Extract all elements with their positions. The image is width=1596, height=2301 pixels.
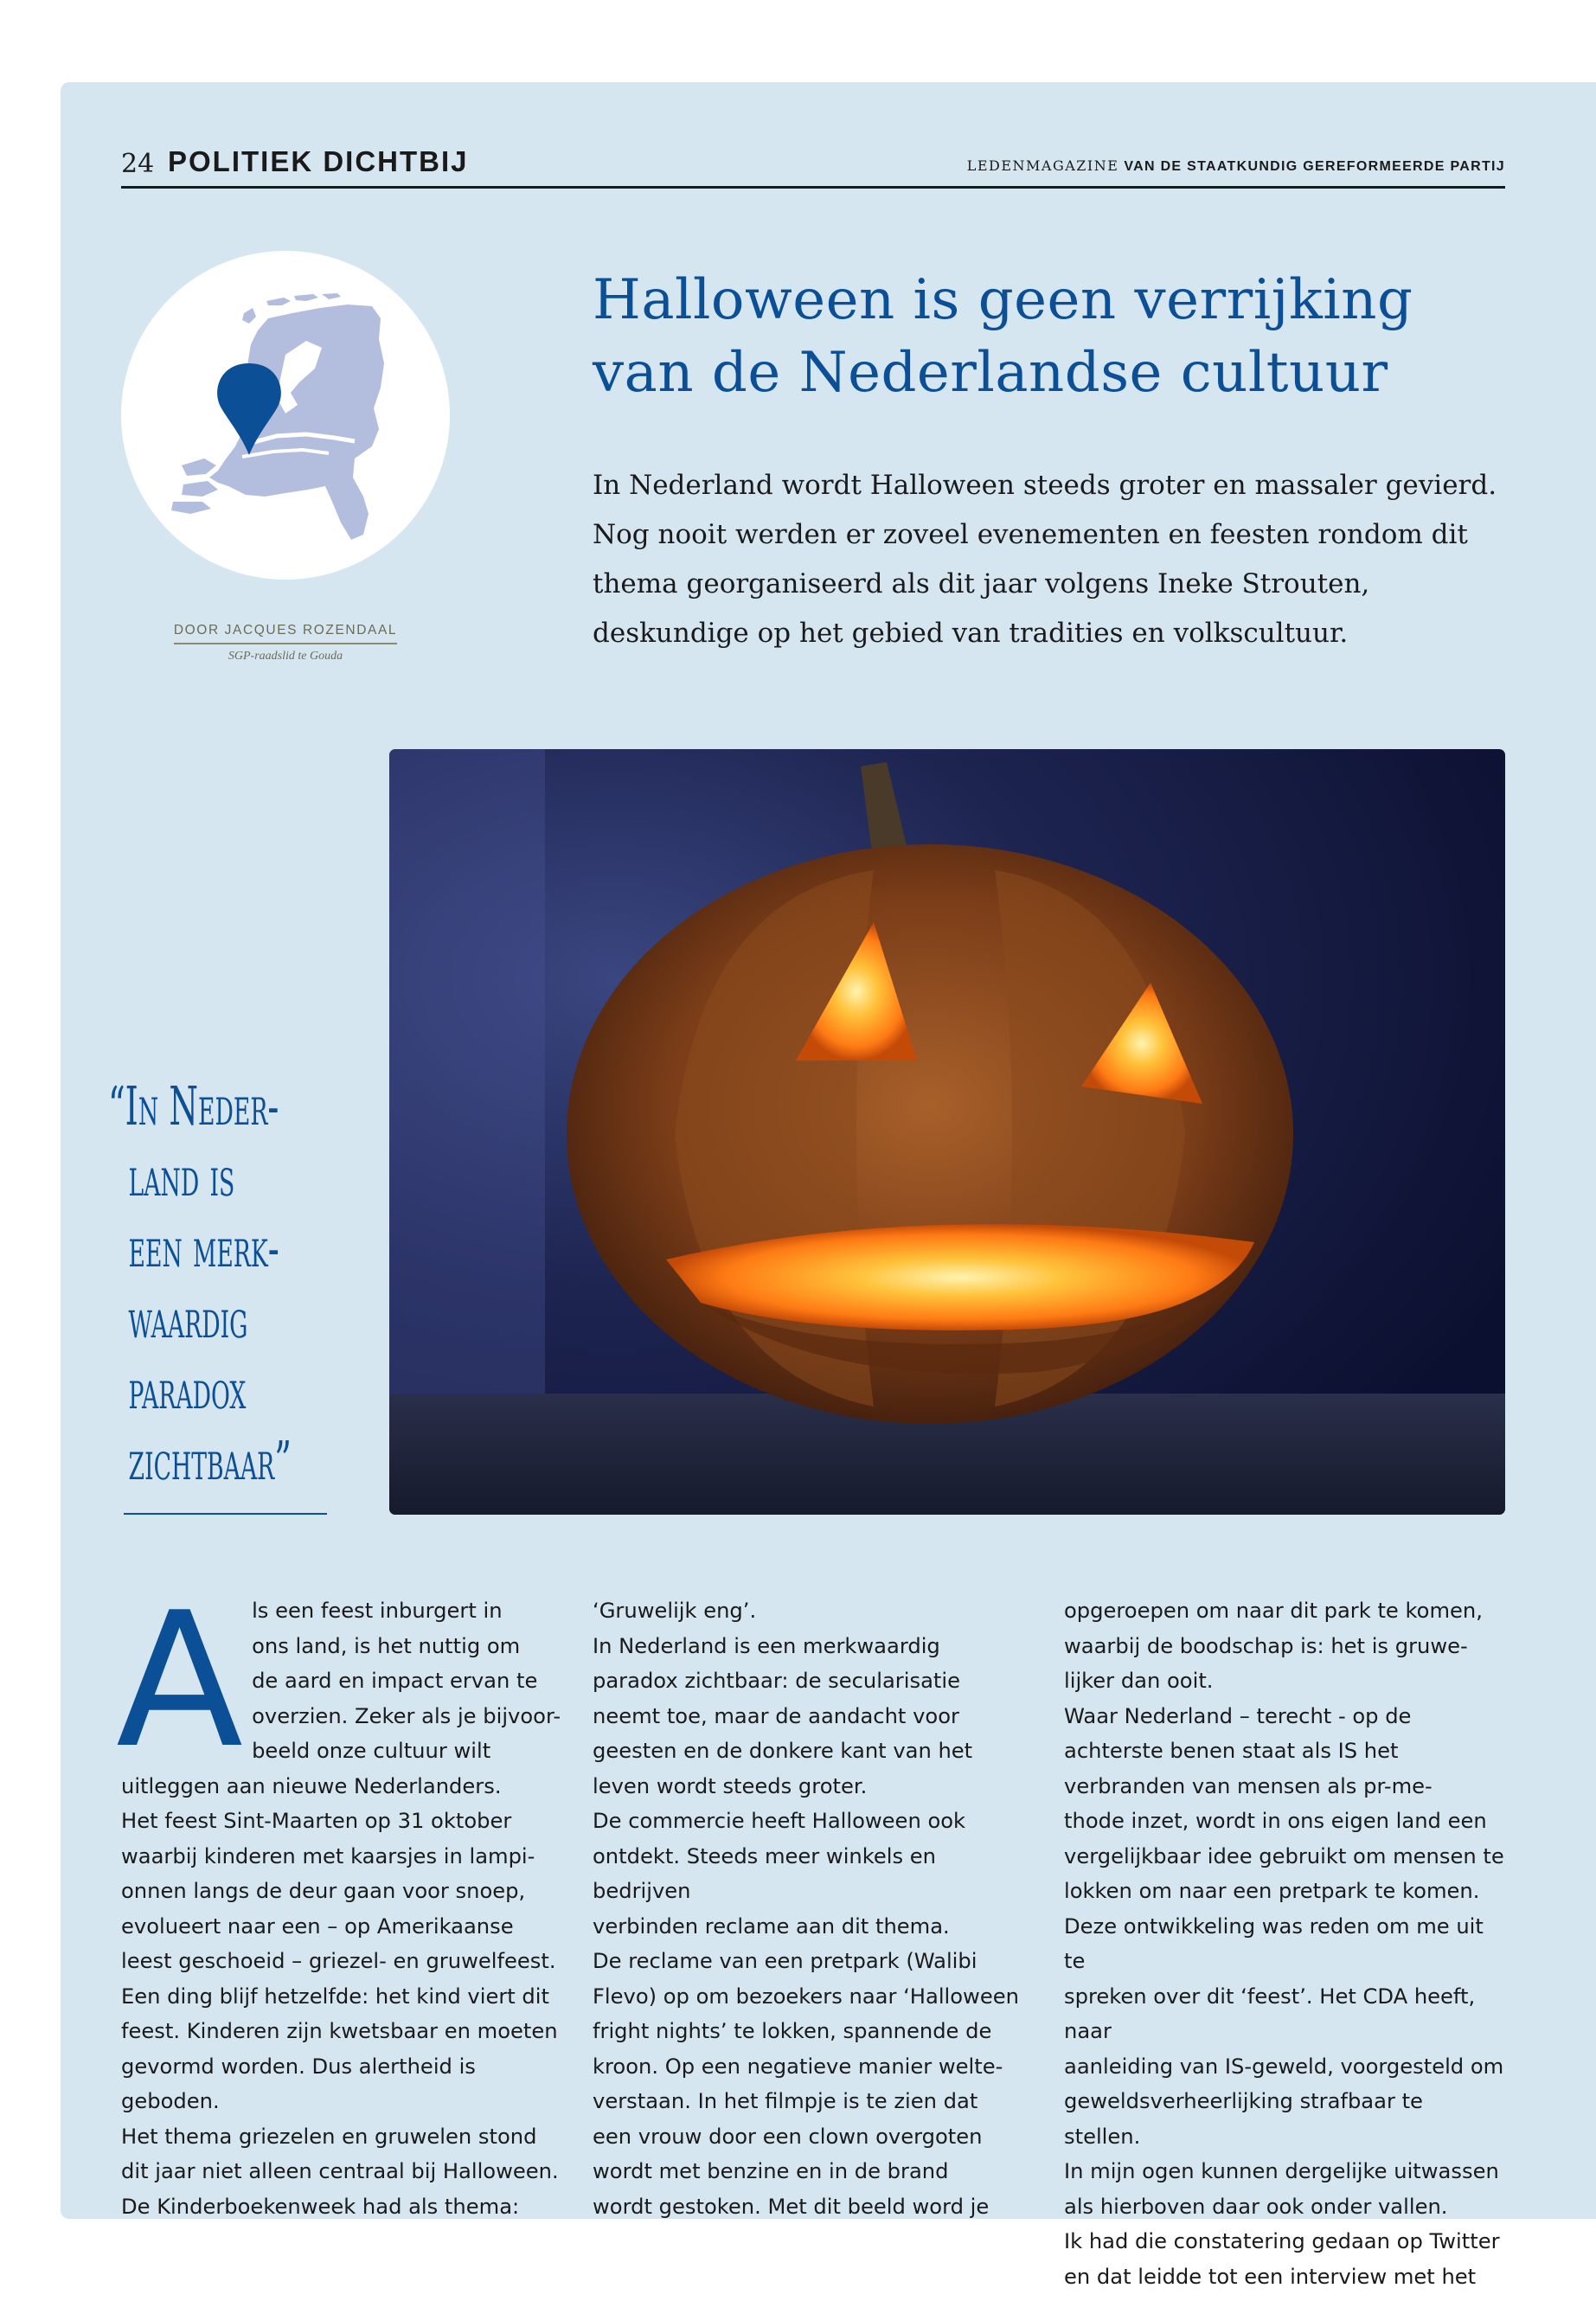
body-line: wordt met benzine en in de brand: [593, 2159, 949, 2183]
body-line: verbinden reclame aan dit thema.: [593, 1913, 950, 1939]
body-line: feest. Kinderen zijn kwetsbaar en moeten: [121, 2019, 558, 2043]
body-line: evolueert naar een – op Amerikaanse: [121, 1913, 514, 1939]
headline: [593, 264, 1527, 409]
body-line: Een ding blijf hetzelfde: het kind viert dit: [121, 1984, 549, 2009]
body-line: In Nederland is een merkwaardig: [593, 1633, 940, 1658]
pumpkin-photo: [389, 749, 1505, 1515]
body-line: dit jaar niet alleen centraal bij Halloween.: [121, 2159, 559, 2183]
body-line: De commercie heeft Halloween ook: [593, 1809, 966, 1833]
body-column-2: [593, 1593, 1034, 2224]
headline-line-2: van de Nederlandse cultuur: [593, 341, 1388, 405]
body-line: lokken om naar een pretpark te komen.: [1064, 1879, 1480, 1903]
body-line: een vrouw door een clown overgoten: [593, 2124, 983, 2149]
body-line: In mijn ogen kunnen dergelijke uitwassen: [1064, 2159, 1499, 2183]
body-line: thode inzet, wordt in ons eigen land een: [1064, 1809, 1487, 1833]
body-line: Waar Nederland – terecht - op de: [1064, 1703, 1412, 1728]
pull-quote-line: “In Neder-: [108, 1074, 279, 1138]
body-line: Deze ontwikkeling was reden om me uit te: [1064, 1913, 1484, 1973]
map-circle: [121, 251, 450, 580]
header-rule: [121, 186, 1505, 189]
intro-paragraph: In Nederland wordt Halloween steeds groter en massaler gevierd. Nog nooit werden er zoveel evenementen en feesten rondom dit thema georganiseerd als dit jaar volgens Ineke Strouten, deskundige op het gebied van tradities en volkscultuur.: [593, 470, 1497, 649]
pull-quote-line: waardig: [128, 1287, 248, 1350]
pull-quote-rule: [124, 1513, 327, 1515]
body-line: leven wordt steeds groter.: [593, 1773, 868, 1798]
body-line: als hierboven daar ook onder vallen.: [1064, 2194, 1448, 2219]
body-line: geesten en de donkere kant van het: [593, 1739, 973, 1763]
magazine-name-light: LEDENMAGAZINE: [966, 157, 1119, 174]
body-line: Ik had die constatering gedaan op Twitter: [1064, 2229, 1500, 2253]
body-line: ‘Gruwelijk eng’.: [593, 1599, 757, 1623]
page-header: [121, 145, 1505, 189]
body-line: beeld onze cultuur wilt: [252, 1739, 491, 1763]
jack-o-lantern-image: [389, 749, 1505, 1515]
pull-quote: [108, 1071, 292, 1497]
byline-author: DOOR JACQUES ROZENDAAL: [174, 623, 397, 644]
body-line: waarbij de boodschap is: het is gruwe-: [1064, 1633, 1468, 1658]
body-line: ls een feest inburgert in: [252, 1599, 503, 1623]
body-line: Het thema griezelen en gruwelen stond: [121, 2124, 537, 2149]
headline-line-1: Halloween is geen verrijking: [593, 268, 1413, 332]
drop-cap: A: [116, 1572, 244, 1789]
body-line: verbranden van mensen als pr-me-: [1064, 1773, 1433, 1798]
byline-role: SGP-raadslid te Gouda: [228, 650, 343, 663]
body-line: opgeroepen om naar dit park te komen,: [1064, 1599, 1483, 1623]
body-column-1: [116, 1572, 562, 2224]
body-line: geweldsverheerlijking strafbaar te stellen.: [1064, 2089, 1423, 2149]
body-line: fright nights’ te lokken, spannende de: [593, 2019, 992, 2043]
body-line: verstaan. In het filmpje is te zien dat: [593, 2089, 978, 2113]
body-line: spreken over dit ‘feest’. Het CDA heeft, naar: [1064, 1984, 1476, 2043]
body-line: de aard en impact ervan te: [252, 1669, 538, 1693]
body-line: vergelijkbaar idee gebruikt om mensen te: [1064, 1843, 1504, 1868]
body-line: De reclame van een pretpark (Walibi: [593, 1949, 977, 1973]
body-line: Het feest Sint-Maarten op 31 oktober: [121, 1809, 512, 1833]
body-line: onnen langs de deur gaan voor snoep,: [121, 1879, 526, 1903]
body-line: paradox zichtbaar: de secularisatie: [593, 1669, 960, 1693]
body-line: wordt gestoken. Met dit beeld word je: [593, 2194, 990, 2219]
body-line: aanleiding van IS-geweld, voorgesteld om: [1064, 2054, 1504, 2079]
netherlands-map-icon: [121, 251, 450, 580]
body-line: neemt toe, maar de aandacht voor: [593, 1703, 959, 1728]
pull-quote-line: een merk-: [128, 1216, 279, 1279]
pull-quote-line: paradox: [128, 1358, 247, 1421]
body-line: kroon. Op een negatieve manier welte-: [593, 2054, 1003, 2079]
magazine-name: [967, 157, 1505, 175]
pull-quote-line: zichtbaar”: [128, 1429, 292, 1492]
body-line: waarbij kinderen met kaarsjes in lampi-: [121, 1843, 535, 1868]
body-line: leest geschoeid – griezel- en gruwelfeest.: [121, 1949, 556, 1973]
body-line: De Kinderboekenweek had als thema:: [121, 2194, 520, 2219]
body-line: lijker dan ooit.: [1064, 1669, 1214, 1693]
body-line: achterste benen staat als IS het: [1064, 1739, 1399, 1763]
page-number: 24: [121, 149, 155, 179]
section-title: POLITIEK DICHTBIJ: [168, 145, 469, 177]
body-line: ons land, is het nuttig om: [252, 1633, 521, 1658]
body-line: ontdekt. Steeds meer winkels en bedrijven: [593, 1843, 936, 1903]
magazine-name-bold: VAN DE STAATKUNDIG GEREFORMEERDE PARTIJ: [1124, 159, 1505, 174]
body-line: Flevo) op om bezoekers naar ‘Halloween: [593, 1984, 1019, 2009]
body-column-3: [1064, 1593, 1505, 2294]
body-line: en dat leidde tot een interview met het: [1064, 2264, 1477, 2289]
pull-quote-line: land is: [128, 1145, 235, 1208]
byline: [156, 621, 415, 663]
body-line: gevormd worden. Dus alertheid is geboden.: [121, 2054, 476, 2113]
body-line: overzien. Zeker als je bijvoor-: [252, 1703, 561, 1728]
body-line: uitleggen aan nieuwe Nederlanders.: [121, 1773, 502, 1798]
